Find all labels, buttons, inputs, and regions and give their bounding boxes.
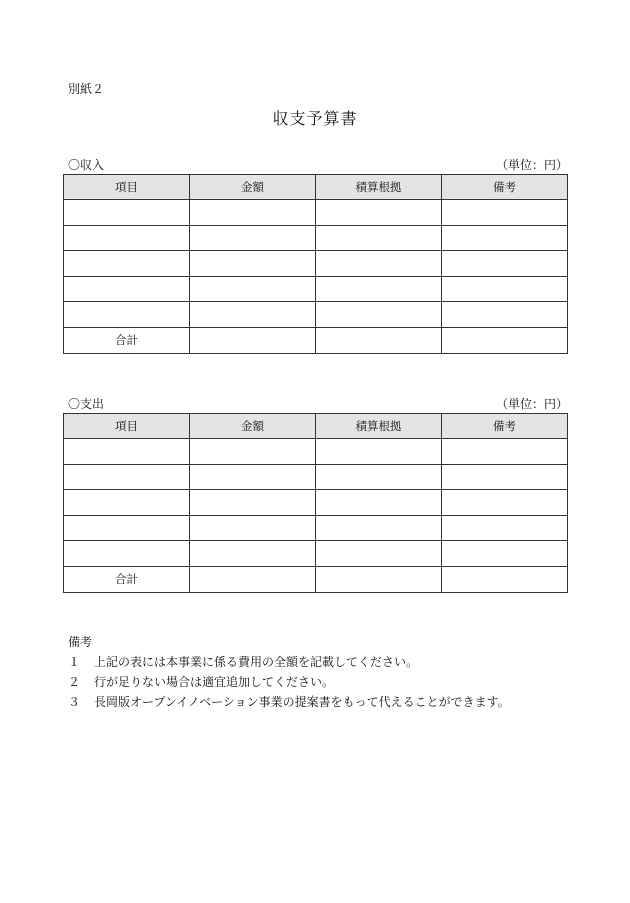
table-cell	[190, 464, 316, 490]
table-cell	[442, 251, 568, 277]
table-cell	[442, 439, 568, 465]
total-row	[64, 327, 568, 353]
table-cell	[190, 225, 316, 251]
table-cell	[316, 302, 442, 328]
table-cell	[316, 566, 442, 592]
column-header-basis: 積算根拠	[316, 175, 442, 200]
table-cell	[442, 276, 568, 302]
total-label: 合計	[64, 327, 190, 353]
note-text: 上記の表には本事業に係る費用の全額を記載してください。	[94, 655, 419, 669]
expense-unit-label: （単位：円）	[495, 397, 568, 411]
column-header-basis: 積算根拠	[316, 414, 442, 439]
table-cell	[316, 490, 442, 516]
notes-section	[68, 632, 510, 712]
table-cell	[442, 464, 568, 490]
table-row	[64, 251, 568, 277]
note-item	[68, 672, 510, 692]
income-section-header	[68, 156, 568, 172]
table-cell	[190, 251, 316, 277]
table-cell	[190, 439, 316, 465]
column-header-item: 項目	[64, 414, 190, 439]
table-cell	[316, 439, 442, 465]
table-row	[64, 225, 568, 251]
income-unit-label: （単位：円）	[495, 158, 568, 172]
table-header-row	[64, 175, 568, 200]
note-item	[68, 652, 510, 672]
table-row	[64, 515, 568, 541]
total-label: 合計	[64, 566, 190, 592]
table-cell	[316, 541, 442, 567]
table-cell	[442, 200, 568, 226]
table-cell	[64, 490, 190, 516]
income-heading: 〇収入	[68, 158, 105, 172]
table-cell	[64, 200, 190, 226]
table-cell	[190, 541, 316, 567]
note-item	[68, 692, 510, 712]
table-row	[64, 541, 568, 567]
table-cell	[442, 327, 568, 353]
column-header-amount: 金額	[190, 414, 316, 439]
table-cell	[442, 490, 568, 516]
table-cell	[64, 464, 190, 490]
table-cell	[190, 490, 316, 516]
column-header-remarks: 備考	[442, 175, 568, 200]
table-cell	[316, 200, 442, 226]
table-cell	[316, 464, 442, 490]
expense-table	[63, 413, 568, 593]
column-header-remarks: 備考	[442, 414, 568, 439]
note-number: ２	[68, 675, 81, 689]
document-title: 収支予算書	[272, 109, 358, 128]
table-cell	[316, 327, 442, 353]
table-cell	[190, 200, 316, 226]
note-number: １	[68, 655, 81, 669]
table-cell	[316, 276, 442, 302]
table-cell	[442, 302, 568, 328]
table-cell	[316, 251, 442, 277]
expense-heading: 〇支出	[68, 397, 105, 411]
table-cell	[64, 276, 190, 302]
table-cell	[316, 225, 442, 251]
total-row	[64, 566, 568, 592]
attachment-label: 別紙２	[68, 82, 105, 96]
table-cell	[442, 515, 568, 541]
table-header-row	[64, 414, 568, 439]
notes-heading: 備考	[68, 635, 93, 649]
column-header-amount: 金額	[190, 175, 316, 200]
table-cell	[442, 541, 568, 567]
note-text: 長岡版オープンイノベーション事業の提案書をもって代えることができます。	[94, 695, 510, 709]
table-cell	[64, 439, 190, 465]
table-row	[64, 302, 568, 328]
income-table	[63, 174, 568, 354]
table-cell	[316, 515, 442, 541]
expense-section-header	[68, 395, 568, 411]
table-row	[64, 200, 568, 226]
table-cell	[190, 276, 316, 302]
table-cell	[64, 302, 190, 328]
note-number: ３	[68, 695, 81, 709]
table-cell	[442, 225, 568, 251]
table-cell	[64, 251, 190, 277]
table-row	[64, 276, 568, 302]
table-cell	[190, 327, 316, 353]
table-cell	[442, 566, 568, 592]
table-row	[64, 439, 568, 465]
table-cell	[64, 515, 190, 541]
table-cell	[64, 541, 190, 567]
table-cell	[64, 225, 190, 251]
table-cell	[190, 515, 316, 541]
table-row	[64, 490, 568, 516]
table-cell	[190, 302, 316, 328]
note-text: 行が足りない場合は適宜追加してください。	[94, 675, 335, 689]
table-cell	[190, 566, 316, 592]
table-row	[64, 464, 568, 490]
column-header-item: 項目	[64, 175, 190, 200]
